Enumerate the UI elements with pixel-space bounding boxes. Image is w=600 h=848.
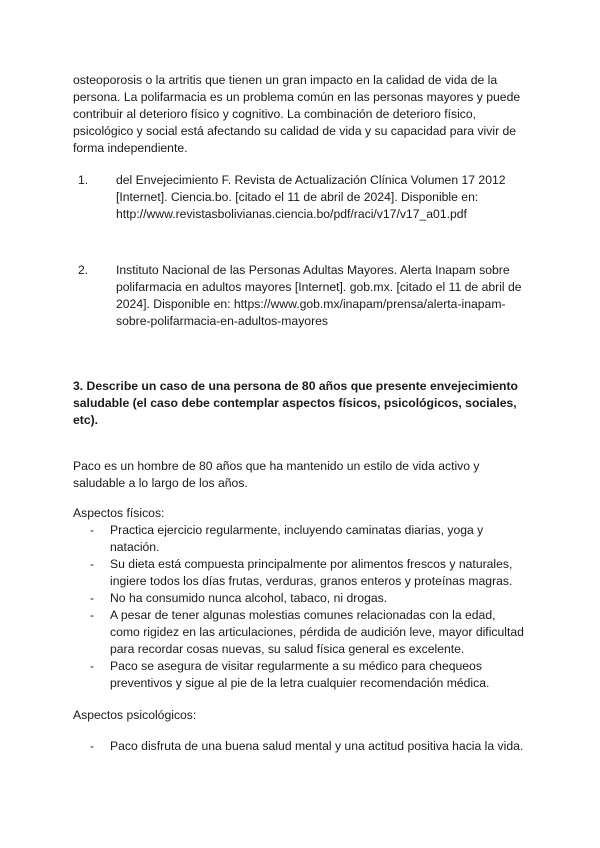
physical-heading: Aspectos físicos: [73, 506, 165, 520]
list-item [88, 607, 528, 658]
list-item-text: Paco se asegura de visitar regularmente a su médico para chequeos preventivos y sigue al pie de la letra cualquier recomendación médica. [110, 659, 490, 690]
psychological-heading: Aspectos psicológicos: [73, 708, 197, 722]
question-heading: 3. Describe un caso de una persona de 80 años que presente envejecimiento saludable (el caso debe contemplar aspectos físicos, psicológicos, sociales, etc). [73, 379, 519, 427]
bullet-marker: - [90, 591, 95, 605]
bullet-marker: - [90, 523, 95, 537]
bullet-marker: - [90, 557, 95, 571]
reference-text: del Envejecimiento F. Revista de Actualización Clínica Volumen 17 2012 [Internet]. Ciencia.bo. [citado el 11 de abril de 2024]. Disponible en: http://www.revistasbolivianas.ciencia.bo/pdf/raci/v17/v17_a01.pdf [116, 173, 506, 221]
bullet-marker: - [90, 659, 95, 673]
list-item [88, 590, 528, 607]
reference-number: 2. [78, 263, 89, 277]
list-item [88, 556, 528, 590]
list-item [88, 522, 528, 556]
list-item-text: A pesar de tener algunas molestias comunes relacionadas con la edad, como rigidez en las articulaciones, pérdida de audición leve, mayor dificultad para recordar cosas nuevas, su salud física general es excelente. [110, 608, 524, 656]
list-item [88, 658, 528, 692]
list-item-text: Practica ejercicio regularmente, incluyendo caminatas diarias, yoga y natación. [110, 523, 484, 554]
bullet-marker: - [90, 608, 95, 622]
list-item [88, 738, 528, 755]
reference-text: Instituto Nacional de las Personas Adultas Mayores. Alerta Inapam sobre polifarmacia en adultos mayores [Internet]. gob.mx. [citado el 11 de abril de 2024]. Disponible en: https://www.gob.mx/inapam/prensa/alerta-inapam-sobre-polifarmacia-en-adultos-mayores [116, 263, 522, 328]
psychological-list [88, 738, 528, 755]
list-item-text: No ha consumido nunca alcohol, tabaco, ni drogas. [110, 591, 388, 605]
physical-list [88, 522, 528, 692]
reference-number: 1. [78, 173, 89, 187]
list-item-text: Su dieta está compuesta principalmente por alimentos frescos y naturales, ingiere todos los días frutas, verduras, granos enteros y proteínas magras. [110, 557, 513, 588]
case-intro: Paco es un hombre de 80 años que ha mantenido un estilo de vida activo y saludable a lo largo de los años. [73, 459, 480, 490]
bullet-marker: - [90, 739, 95, 753]
list-item-text: Paco disfruta de una buena salud mental y una actitud positiva hacia la vida. [110, 739, 524, 753]
intro-paragraph: osteoporosis o la artritis que tienen un gran impacto en la calidad de vida de la persona. La polifarmacia es un problema común en las personas mayores y puede contribuir al deterioro físico y cognitivo. La combinación de deterioro físico, psicológico y social está afectando su calidad de vida y su capacidad para vivir de forma independiente. [73, 73, 521, 155]
